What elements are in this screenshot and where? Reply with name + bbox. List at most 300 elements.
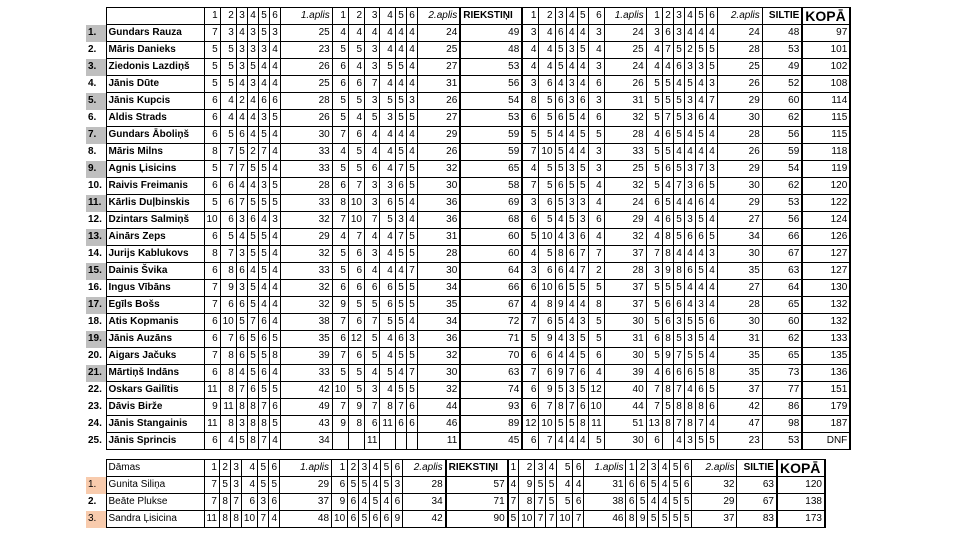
score-cell: 5 bbox=[588, 314, 604, 331]
score-cell: 7 bbox=[573, 511, 584, 528]
player-name-cell: Ainārs Zeps bbox=[106, 229, 204, 246]
score-cell: 3 bbox=[365, 178, 380, 195]
score-cell: 3 bbox=[566, 76, 577, 93]
score-cell: 8 bbox=[519, 494, 535, 511]
score-cell: 5 bbox=[695, 314, 706, 331]
score-cell: 5 bbox=[577, 161, 588, 178]
score-cell: 36 bbox=[417, 331, 460, 348]
score-cell: 6 bbox=[269, 494, 280, 511]
score-cell: 24 bbox=[604, 25, 646, 42]
rank-cell: 18. bbox=[86, 314, 106, 331]
score-cell: 7 bbox=[204, 297, 220, 314]
score-cell: 4 bbox=[406, 76, 417, 93]
score-cell: 25 bbox=[604, 42, 646, 59]
score-cell: 6 bbox=[695, 110, 706, 127]
score-cell: 8 bbox=[662, 416, 673, 433]
score-cell: 34 bbox=[717, 229, 762, 246]
score-cell: 4 bbox=[673, 144, 684, 161]
score-cell: 6 bbox=[646, 331, 662, 348]
score-cell: 11 bbox=[204, 382, 220, 399]
header-cell: 1 bbox=[522, 8, 539, 25]
score-cell: 4 bbox=[269, 144, 280, 161]
score-cell: 5 bbox=[348, 477, 359, 494]
score-cell: 4 bbox=[646, 229, 662, 246]
score-cell: 5 bbox=[348, 42, 364, 59]
score-cell: 29 bbox=[280, 229, 332, 246]
score-cell: 130 bbox=[802, 280, 850, 297]
score-cell: 4 bbox=[269, 280, 280, 297]
score-cell: 5 bbox=[522, 331, 539, 348]
header-cell: 1 bbox=[204, 460, 219, 477]
score-cell: 8 bbox=[230, 511, 241, 528]
score-cell: 5 bbox=[406, 280, 417, 297]
score-cell: 62 bbox=[762, 110, 802, 127]
score-cell: 6 bbox=[646, 433, 662, 450]
rank-cell: 24. bbox=[86, 416, 106, 433]
score-cell: 6 bbox=[662, 365, 673, 382]
score-cell: 4 bbox=[673, 195, 684, 212]
score-cell: 5 bbox=[566, 212, 577, 229]
score-cell: 32 bbox=[280, 212, 332, 229]
score-cell: 26 bbox=[417, 144, 460, 161]
score-cell: 5 bbox=[380, 365, 395, 382]
score-cell: 4 bbox=[706, 212, 717, 229]
score-cell: 6 bbox=[573, 494, 584, 511]
score-cell: 6 bbox=[577, 229, 588, 246]
score-cell: 5 bbox=[557, 494, 573, 511]
score-cell: 4 bbox=[566, 127, 577, 144]
score-cell: 4 bbox=[706, 416, 717, 433]
score-cell: 6 bbox=[220, 297, 236, 314]
score-cell: 124 bbox=[802, 212, 850, 229]
player-name-cell: Agnis Ļisicins bbox=[106, 161, 204, 178]
table-row bbox=[86, 416, 850, 433]
score-cell: 127 bbox=[802, 246, 850, 263]
score-cell: 6 bbox=[348, 76, 364, 93]
score-cell: 4 bbox=[566, 144, 577, 161]
score-cell: 122 bbox=[802, 195, 850, 212]
score-cell: 43 bbox=[280, 416, 332, 433]
score-cell: 8 bbox=[662, 246, 673, 263]
score-cell: 31 bbox=[417, 229, 460, 246]
score-cell: 179 bbox=[802, 399, 850, 416]
score-cell: 28 bbox=[280, 178, 332, 195]
score-cell: 4 bbox=[269, 42, 280, 59]
score-cell: 5 bbox=[673, 42, 684, 59]
score-cell: 3 bbox=[673, 25, 684, 42]
score-cell: 6 bbox=[662, 314, 673, 331]
score-cell: 3 bbox=[365, 382, 380, 399]
score-cell: 8 bbox=[332, 195, 348, 212]
score-cell: 5 bbox=[706, 42, 717, 59]
score-cell: 42 bbox=[403, 511, 446, 528]
player-name-cell: Dāvis Birže bbox=[106, 399, 204, 416]
score-cell: 28 bbox=[604, 127, 646, 144]
score-cell: 6 bbox=[577, 365, 588, 382]
score-cell: 29 bbox=[417, 127, 460, 144]
score-cell: 6 bbox=[646, 195, 662, 212]
rank-cell: 10. bbox=[86, 178, 106, 195]
rank-cell: 11. bbox=[86, 195, 106, 212]
score-cell: 3 bbox=[684, 433, 695, 450]
score-cell: 11 bbox=[588, 416, 604, 433]
score-cell: 7 bbox=[395, 161, 406, 178]
score-cell: 6 bbox=[577, 399, 588, 416]
score-cell: 30 bbox=[717, 314, 762, 331]
score-cell: 118 bbox=[802, 144, 850, 161]
score-cell: 5 bbox=[706, 382, 717, 399]
score-cell: 5 bbox=[348, 365, 364, 382]
score-cell: 56 bbox=[762, 212, 802, 229]
header-cell: RIEKSTIŅI bbox=[446, 460, 508, 477]
score-cell: 37 bbox=[692, 511, 737, 528]
score-cell: 3 bbox=[230, 477, 241, 494]
score-cell: 4 bbox=[395, 263, 406, 280]
score-cell: 11 bbox=[380, 416, 395, 433]
score-cell: 3 bbox=[684, 178, 695, 195]
score-cell: 10 bbox=[539, 144, 555, 161]
score-cell: 7 bbox=[695, 161, 706, 178]
score-cell: 5 bbox=[247, 331, 258, 348]
header-cell: 5 bbox=[395, 8, 406, 25]
score-cell: 29 bbox=[717, 195, 762, 212]
player-name-cell: Māris Milns bbox=[106, 144, 204, 161]
score-cell: 26 bbox=[280, 59, 332, 76]
score-cell: 7 bbox=[673, 416, 684, 433]
score-cell: 7 bbox=[236, 382, 247, 399]
score-cell: 6 bbox=[539, 365, 555, 382]
score-cell: 35 bbox=[417, 297, 460, 314]
table-row bbox=[86, 161, 850, 178]
score-cell: 11 bbox=[204, 511, 219, 528]
score-cell: 34 bbox=[403, 494, 446, 511]
score-cell: 5 bbox=[588, 127, 604, 144]
score-cell: 5 bbox=[395, 246, 406, 263]
score-cell: 5 bbox=[695, 331, 706, 348]
score-cell: 6 bbox=[332, 178, 348, 195]
score-cell: 5 bbox=[588, 433, 604, 450]
score-cell: 133 bbox=[802, 331, 850, 348]
score-cell: 29 bbox=[692, 494, 737, 511]
score-cell: 4 bbox=[577, 297, 588, 314]
score-cell: 7 bbox=[236, 161, 247, 178]
score-cell: 5 bbox=[258, 161, 269, 178]
score-cell: 5 bbox=[555, 314, 566, 331]
table-row bbox=[86, 365, 850, 382]
score-cell: 7 bbox=[646, 246, 662, 263]
score-cell: 4 bbox=[566, 263, 577, 280]
score-cell: 30 bbox=[604, 314, 646, 331]
score-cell: 4 bbox=[539, 42, 555, 59]
score-cell: 7 bbox=[230, 494, 241, 511]
score-cell: 7 bbox=[220, 161, 236, 178]
score-cell: 5 bbox=[258, 263, 269, 280]
score-cell: 5 bbox=[395, 297, 406, 314]
score-cell: 5 bbox=[332, 110, 348, 127]
score-cell: 4 bbox=[380, 263, 395, 280]
score-cell: 37 bbox=[604, 280, 646, 297]
header-cell: 1 bbox=[646, 8, 662, 25]
header-cell: 2.aplis bbox=[417, 8, 460, 25]
score-cell: 6 bbox=[332, 331, 348, 348]
score-cell: 6 bbox=[247, 212, 258, 229]
score-cell: 4 bbox=[566, 433, 577, 450]
score-cell: 4 bbox=[365, 229, 380, 246]
score-cell: 5 bbox=[258, 348, 269, 365]
score-cell: 5 bbox=[220, 59, 236, 76]
score-cell: 11 bbox=[204, 416, 220, 433]
score-cell: 4 bbox=[684, 195, 695, 212]
score-cell: 6 bbox=[577, 93, 588, 110]
score-cell: 6 bbox=[258, 314, 269, 331]
score-cell: 5 bbox=[365, 348, 380, 365]
header-cell: RIEKSTIŅI bbox=[460, 8, 522, 25]
score-cell: 6 bbox=[236, 127, 247, 144]
score-cell: 5 bbox=[539, 212, 555, 229]
score-cell: 4 bbox=[365, 25, 380, 42]
rank-cell: 25. bbox=[86, 433, 106, 450]
score-cell: 5 bbox=[670, 494, 681, 511]
score-cell: 5 bbox=[539, 93, 555, 110]
score-cell: 32 bbox=[692, 477, 737, 494]
score-cell: 6 bbox=[555, 263, 566, 280]
score-cell: 5 bbox=[269, 382, 280, 399]
score-cell: 3 bbox=[646, 263, 662, 280]
score-cell: 63 bbox=[762, 263, 802, 280]
score-cell: 5 bbox=[269, 331, 280, 348]
score-cell: 7 bbox=[204, 477, 219, 494]
score-cell bbox=[395, 433, 406, 450]
player-name-cell: Egīls Bošs bbox=[106, 297, 204, 314]
score-cell: 37 bbox=[717, 382, 762, 399]
score-cell: 7 bbox=[365, 212, 380, 229]
rank-cell: 19. bbox=[86, 331, 106, 348]
score-cell: 5 bbox=[646, 93, 662, 110]
score-cell: 52 bbox=[762, 76, 802, 93]
score-cell: 5 bbox=[566, 280, 577, 297]
score-cell: 5 bbox=[395, 59, 406, 76]
score-cell: 7 bbox=[508, 494, 519, 511]
score-cell: 3 bbox=[684, 59, 695, 76]
score-cell: 5 bbox=[673, 110, 684, 127]
score-cell: 6 bbox=[204, 229, 220, 246]
score-cell: 4 bbox=[555, 331, 566, 348]
score-cell: 3 bbox=[695, 297, 706, 314]
score-cell: 6 bbox=[370, 511, 381, 528]
score-cell: 60 bbox=[460, 229, 522, 246]
rank-cell: 17. bbox=[86, 297, 106, 314]
score-cell: 5 bbox=[380, 314, 395, 331]
score-cell: 5 bbox=[395, 348, 406, 365]
score-cell: 6 bbox=[236, 331, 247, 348]
table-row bbox=[86, 348, 850, 365]
score-cell: 5 bbox=[269, 178, 280, 195]
score-cell: 26 bbox=[417, 93, 460, 110]
header-cell: 3 bbox=[673, 8, 684, 25]
score-cell: 8 bbox=[684, 399, 695, 416]
score-cell: 4 bbox=[695, 144, 706, 161]
score-cell bbox=[332, 433, 348, 450]
score-cell: 8 bbox=[258, 416, 269, 433]
score-cell: 23 bbox=[717, 433, 762, 450]
score-cell: 35 bbox=[717, 348, 762, 365]
score-cell: 5 bbox=[522, 229, 539, 246]
score-cell: 6 bbox=[662, 161, 673, 178]
score-cell: 6 bbox=[684, 263, 695, 280]
score-cell: 3 bbox=[522, 263, 539, 280]
score-cell: 8 bbox=[695, 399, 706, 416]
table-row bbox=[86, 76, 850, 93]
score-cell: 4 bbox=[220, 433, 236, 450]
score-cell: 63 bbox=[460, 365, 522, 382]
score-cell: 4 bbox=[269, 433, 280, 450]
score-cell: 29 bbox=[717, 93, 762, 110]
score-cell: 4 bbox=[673, 76, 684, 93]
player-name-cell: Māris Danieks bbox=[106, 42, 204, 59]
score-cell: 5 bbox=[662, 76, 673, 93]
score-cell: 46 bbox=[584, 511, 626, 528]
score-cell: 4 bbox=[380, 76, 395, 93]
score-cell: 4 bbox=[220, 110, 236, 127]
score-cell: 3 bbox=[395, 212, 406, 229]
score-cell: 6 bbox=[395, 416, 406, 433]
score-cell: 6 bbox=[348, 348, 364, 365]
score-cell: 5 bbox=[695, 127, 706, 144]
score-cell: 6 bbox=[539, 314, 555, 331]
score-cell: 126 bbox=[802, 229, 850, 246]
score-cell: 5 bbox=[406, 229, 417, 246]
header-cell: 6 bbox=[681, 460, 692, 477]
score-cell: 3 bbox=[236, 42, 247, 59]
player-name-cell: Ingus Vībāns bbox=[106, 280, 204, 297]
score-cell: 3 bbox=[380, 110, 395, 127]
score-cell: 3 bbox=[706, 76, 717, 93]
score-cell: 5 bbox=[269, 110, 280, 127]
score-cell: 11 bbox=[417, 433, 460, 450]
header-cell: 1 bbox=[332, 8, 348, 25]
header-cell: 2.aplis bbox=[717, 8, 762, 25]
score-cell: 5 bbox=[539, 110, 555, 127]
score-cell: 6 bbox=[588, 76, 604, 93]
score-cell: 2 bbox=[684, 42, 695, 59]
header-cell: 3 bbox=[230, 460, 241, 477]
score-cell: 44 bbox=[417, 399, 460, 416]
score-cell: 4 bbox=[406, 195, 417, 212]
score-cell: 5 bbox=[332, 365, 348, 382]
score-cell: 6 bbox=[555, 178, 566, 195]
score-cell: 7 bbox=[577, 246, 588, 263]
score-cell: 4 bbox=[380, 331, 395, 348]
score-cell: 2 bbox=[588, 263, 604, 280]
player-name-cell: Dzintars Salmiņš bbox=[106, 212, 204, 229]
score-cell: 4 bbox=[406, 127, 417, 144]
rank-cell: 7. bbox=[86, 127, 106, 144]
score-cell: 4 bbox=[566, 297, 577, 314]
score-cell: 30 bbox=[280, 127, 332, 144]
score-cell: 5 bbox=[670, 477, 681, 494]
score-cell: 6 bbox=[258, 331, 269, 348]
score-cell: 4 bbox=[684, 382, 695, 399]
score-cell: 6 bbox=[588, 348, 604, 365]
score-cell: 5 bbox=[706, 433, 717, 450]
score-cell: 4 bbox=[522, 42, 539, 59]
table-row bbox=[86, 382, 850, 399]
score-cell: 4 bbox=[332, 229, 348, 246]
score-cell: 93 bbox=[460, 399, 522, 416]
player-name-cell: Jānis Sprincis bbox=[106, 433, 204, 450]
score-cell: 42 bbox=[280, 382, 332, 399]
score-cell: 5 bbox=[258, 25, 269, 42]
score-cell: 3 bbox=[566, 42, 577, 59]
score-cell: 28 bbox=[717, 42, 762, 59]
score-cell: 3 bbox=[522, 76, 539, 93]
player-name-cell: Mārtiņš Indāns bbox=[106, 365, 204, 382]
score-cell: 26 bbox=[717, 144, 762, 161]
score-cell: 6 bbox=[695, 195, 706, 212]
score-cell: 53 bbox=[460, 110, 522, 127]
score-cell: DNF bbox=[802, 433, 850, 450]
score-cell: 3 bbox=[588, 161, 604, 178]
player-name-cell: Jānis Auzāns bbox=[106, 331, 204, 348]
score-cell: 8 bbox=[684, 416, 695, 433]
score-cell: 51 bbox=[604, 416, 646, 433]
score-cell: 5 bbox=[359, 477, 370, 494]
score-cell: 10 bbox=[348, 212, 364, 229]
score-cell: 7 bbox=[332, 212, 348, 229]
score-cell: 4 bbox=[695, 93, 706, 110]
rank-cell: 13. bbox=[86, 229, 106, 246]
header-cell: 2 bbox=[348, 8, 364, 25]
score-cell: 4 bbox=[365, 263, 380, 280]
player-name-cell: Beāte Plukse bbox=[106, 494, 204, 511]
score-cell: 7 bbox=[673, 178, 684, 195]
score-cell: 3 bbox=[566, 229, 577, 246]
score-cell: 3 bbox=[673, 314, 684, 331]
score-cell: 4 bbox=[573, 477, 584, 494]
score-cell: 5 bbox=[247, 229, 258, 246]
score-cell bbox=[380, 433, 395, 450]
score-cell: 5 bbox=[258, 477, 269, 494]
score-cell: 3 bbox=[236, 280, 247, 297]
player-name-cell: Raivis Freimanis bbox=[106, 178, 204, 195]
header-cell: 1.aplis bbox=[604, 8, 646, 25]
score-cell: 6 bbox=[220, 195, 236, 212]
score-cell: 30 bbox=[604, 433, 646, 450]
score-cell: 25 bbox=[280, 76, 332, 93]
rank-cell: 12. bbox=[86, 212, 106, 229]
score-cell: 27 bbox=[717, 280, 762, 297]
score-cell: 4 bbox=[577, 76, 588, 93]
score-cell: 7 bbox=[646, 399, 662, 416]
score-cell: 7 bbox=[588, 246, 604, 263]
score-cell: 5 bbox=[247, 280, 258, 297]
score-cell: 8 bbox=[247, 416, 258, 433]
score-cell: 4 bbox=[646, 365, 662, 382]
score-cell: 3 bbox=[577, 314, 588, 331]
score-cell: 29 bbox=[280, 477, 332, 494]
score-cell: 31 bbox=[717, 331, 762, 348]
table-row bbox=[86, 494, 825, 511]
score-cell: 3 bbox=[522, 195, 539, 212]
score-cell: 3 bbox=[236, 59, 247, 76]
player-name-cell: Dainis Švika bbox=[106, 263, 204, 280]
score-cell: 4 bbox=[684, 144, 695, 161]
score-cell: 4 bbox=[365, 144, 380, 161]
score-cell: 6 bbox=[258, 365, 269, 382]
score-cell: 5 bbox=[577, 42, 588, 59]
score-cell: 4 bbox=[406, 42, 417, 59]
score-cell: 64 bbox=[762, 280, 802, 297]
